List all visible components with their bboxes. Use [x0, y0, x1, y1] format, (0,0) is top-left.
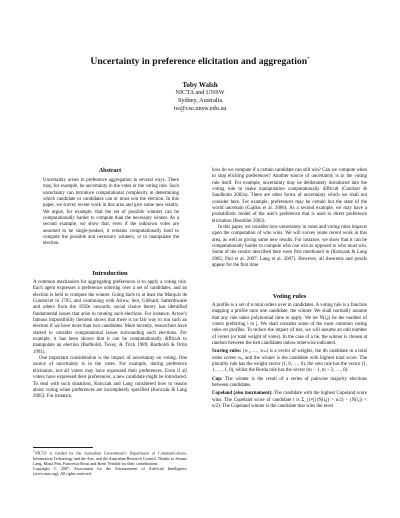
voting-rules-paragraph: A profile is a set of n total orders over m candidates. A voting rule is a function mapping a profile onto one candidate, the winner. We shall normally assume that any rule takes polynomial time to apply. We let N(i,j) be the number of voters preferring i to j. We shall consider some of the most common voting rules on profiles. To reduce the impact of ties, we will assume an odd number of voters (or total weight of votes). In the case of a tie, the winner is chosen at random between the tied candidates unless otherwise indicated.: [212, 303, 367, 347]
footnote-mark: *: [33, 449, 35, 453]
author-name: Toby Walsh: [182, 81, 218, 89]
scoring-rules-label: Scoring rules:: [212, 349, 242, 355]
abstract-paragraph: Uncertainty arises in preference aggregation in several ways. There may, for example, be uncertainty in the votes or the voting rule. Such uncertainty can introduce computational complexity in determining which candidate or candidates can or must win the election. In this paper, we survey recent work in this area and give some new results. We argue, for example, that the set of possible winners can be computationally harder to compute than the necessary winner. As a second example, we show that, even if the unknown votes are assumed to be single-peaked, it remains computationally hard to compute the possible and necessary winners, or to manipulate the election.: [43, 178, 179, 247]
footnote-text: NICTA is funded by the Australian Government's Department of Communications, Information Technology and the Arts, and the Australian Research Council. Thanks to Jerome Lang, Maria Pini, Francesca Rossi and Brent Venable for their contributions.: [33, 450, 187, 466]
scoring-rules-definition: [212, 349, 367, 374]
cup-text: The winner is the result of a series of pairwise majority elections between candidates.: [212, 376, 367, 389]
title-text: Uncertainty in preference elicitation and aggregation: [90, 56, 308, 67]
cup-definition: [212, 377, 367, 390]
right-column-intro: [212, 168, 367, 270]
cup-label: Cup:: [212, 376, 223, 382]
intro-paragraph-2: One important consideration is the impact of uncertainty on voting. One source of uncertainty is in the votes. For example, during preference elicitation, not all voters may have expressed their preferences. Even if all voters have expressed their preferences, a new candidate might be introduced. To deal with such situations, Konczak and Lang considered how to reason about voting when preferences are incompletely specified (Konczak & Lang 2005). For instance,: [33, 356, 187, 400]
voting-rules-body: [212, 303, 367, 413]
footnote-rule: [33, 447, 93, 448]
voting-rules-heading: Voting rules: [272, 293, 307, 300]
footnote: [33, 449, 187, 476]
intro-paragraph-1: A common mechanism for aggregating preferences is to apply a voting rule. Each agent expresses a preference ordering over a set of candidates, and an election is held to compute the winner. Going back to at least the Marquis de Condorcet in 1785, and continuing with Arrow, Sen, Gibbard, Satterthwaite and others from the 1950s onwards, social choice theory has identified fundamental issues that arise in running such elections. For instance, Arrow's famous impossibility theorem shows that there is no fair way to run such an election if we have more than two candidates. More recently, researchers have started to consider computational issues surrounding such elections. For example, it has been shown that it can be computationally difficult to manipulate an election (Bartholdi, Tovey, & Trick 1989; Bartholdi & Orlin 1991).: [33, 280, 187, 355]
author-block: [0, 81, 400, 113]
copyright-notice: Copyright © 2007, Association for the Advancement of Artificial Intelligence (www.aaai.org). All rights reserved.: [33, 465, 187, 477]
copeland-label: Copeland (also tournament):: [212, 391, 273, 397]
introduction-body: [33, 280, 187, 401]
right-paragraph-1: how do we compute if a certain candidate can still win? Can we compute when to stop eliciting preferences? Another source of uncertainty is in the voting rule itself. For example, uncertainty may be deliberately introduced into the voting rule to make manipulation computationally difficult (Conitzer & Sandholm 2002a). There are other forms of uncertainty which we shall not consider here. For example, preferences may be certain but the state of the world uncertain (Gajdos et al. 2006). As a second example, we may have a probabilistic model of the user's preference that is used to direct preference elicitation (Boutilier 2002).: [212, 168, 367, 224]
copeland-definition: [212, 391, 367, 410]
copeland-text: The candidate with the highest Copeland score wins. The Copeland score of candidate i is Σ_{i≠j}(N(i,j) > n/2) − (N(i,j) < n/2). The Copeland winner is the candidate that wins the most: [212, 391, 367, 410]
abstract-heading: Abstract: [98, 168, 122, 174]
author-affiliation-2: Sydney, Australia: [177, 97, 223, 104]
introduction-heading: Introduction: [92, 270, 128, 277]
scoring-rules-text: (w₁, …, wₘ) is a vector of weights, the ith candidate in a total order scores wᵢ, and the winner is the candidate with highest total score. The plurality rule has the weight vector (1, 0, …, 0), the veto rule has the vector (1, 1, …, 1, 0), whilst the Borda rule has the vector (m − 1, m − 2, …, 0).: [212, 349, 367, 374]
title-footnote-mark: *: [307, 56, 310, 62]
author-affiliation-1: NICTA and UNSW: [175, 89, 225, 96]
author-email: tw@cse.unsw.edu.au: [173, 105, 227, 112]
paper-title: [0, 56, 400, 67]
abstract-text: [43, 178, 179, 248]
right-paragraph-2: In this paper, we consider how uncertainty in votes and voting rules impacts upon the computation of who wins. We will survey some recent work in this area, as well as giving some new results. For instance, we show that it can be computationally harder to compute who can win as opposed to who must win. Some of the results described here were first mentioned in (Konczak & Lang 2005; Pini et al. 2007; Lang et al. 2007). However, all theorems and proofs appear for the first time.: [212, 225, 367, 269]
